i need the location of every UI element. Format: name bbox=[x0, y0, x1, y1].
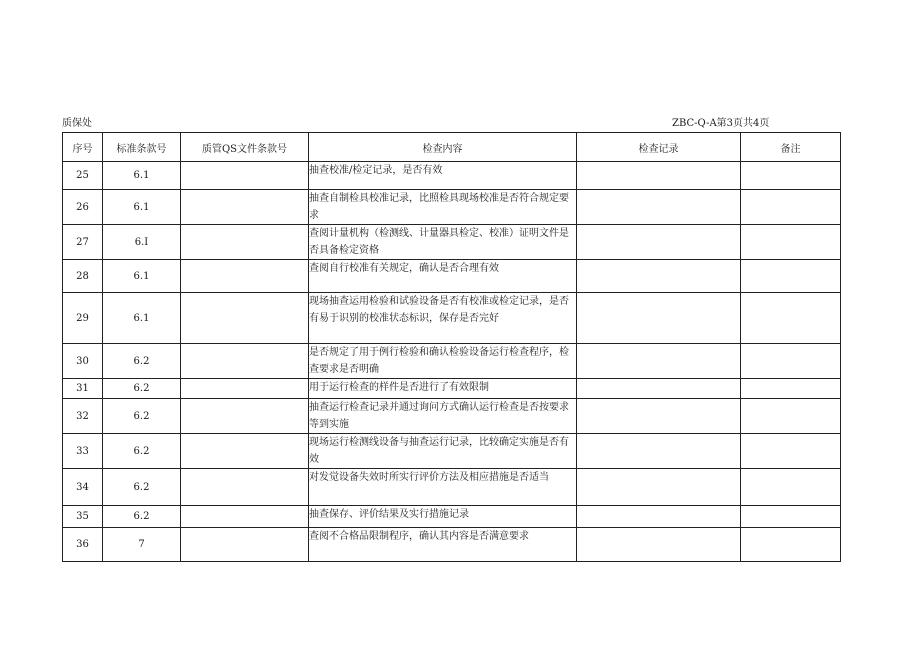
table-row bbox=[63, 434, 841, 469]
standard-clause-cell: 6.2 bbox=[103, 379, 181, 399]
note-cell bbox=[741, 469, 841, 506]
check-content-cell: 对发觉设备失效时所实行评价方法及相应措施是否适当 bbox=[309, 469, 577, 506]
check-record-cell bbox=[577, 399, 741, 434]
note-cell bbox=[741, 293, 841, 344]
check-record-cell bbox=[577, 293, 741, 344]
note-cell bbox=[741, 434, 841, 469]
table-row bbox=[63, 528, 841, 562]
qs-clause-cell bbox=[181, 344, 309, 379]
note-cell bbox=[741, 162, 841, 190]
table-row bbox=[63, 190, 841, 225]
qs-clause-cell bbox=[181, 434, 309, 469]
row-number-cell: 28 bbox=[63, 260, 103, 293]
qs-clause-cell bbox=[181, 469, 309, 506]
row-number-cell: 35 bbox=[63, 506, 103, 528]
note-cell bbox=[741, 260, 841, 293]
qs-clause-cell bbox=[181, 260, 309, 293]
standard-clause-cell: 6.1 bbox=[103, 162, 181, 190]
standard-clause-cell: 6.2 bbox=[103, 399, 181, 434]
check-record-cell bbox=[577, 162, 741, 190]
qs-clause-cell bbox=[181, 506, 309, 528]
col-header-note: 备注 bbox=[741, 133, 841, 162]
table-row bbox=[63, 162, 841, 190]
standard-clause-cell: 7 bbox=[103, 528, 181, 562]
department-label: 质保处 bbox=[62, 118, 92, 129]
qs-clause-cell bbox=[181, 528, 309, 562]
check-content-cell: 现场抽查运用检验和试验设备是否有校准或检定记录，是否有易于识别的校准状态标识，保存是否完好 bbox=[309, 293, 577, 344]
standard-clause-cell: 6.2 bbox=[103, 506, 181, 528]
qs-clause-cell bbox=[181, 293, 309, 344]
note-cell bbox=[741, 344, 841, 379]
row-number-cell: 33 bbox=[63, 434, 103, 469]
col-header-record: 检查记录 bbox=[577, 133, 741, 162]
col-header-content: 检查内容 bbox=[309, 133, 577, 162]
row-number-cell: 32 bbox=[63, 399, 103, 434]
row-number-cell: 36 bbox=[63, 528, 103, 562]
standard-clause-cell: 6.1 bbox=[103, 190, 181, 225]
check-content-cell: 抽查运行检查记录并通过询问方式确认运行检查是否按要求等到实施 bbox=[309, 399, 577, 434]
row-number-cell: 29 bbox=[63, 293, 103, 344]
check-content-cell: 是否规定了用于例行检验和确认检验设备运行检查程序，检查要求是否明确 bbox=[309, 344, 577, 379]
table-row bbox=[63, 469, 841, 506]
check-record-cell bbox=[577, 344, 741, 379]
qs-clause-cell bbox=[181, 162, 309, 190]
check-content-cell: 抽查校准/检定记录，是否有效 bbox=[309, 162, 577, 190]
inspection-table bbox=[62, 132, 841, 562]
table-header-row bbox=[63, 133, 841, 162]
note-cell bbox=[741, 225, 841, 260]
check-record-cell bbox=[577, 528, 741, 562]
check-content-cell: 现场运行检测线设备与抽查运行记录，比较确定实施是否有效 bbox=[309, 434, 577, 469]
qs-clause-cell bbox=[181, 225, 309, 260]
table-row bbox=[63, 399, 841, 434]
check-content-cell: 抽查自制检具校准记录，比照检具现场校准是否符合规定要求 bbox=[309, 190, 577, 225]
table-row bbox=[63, 379, 841, 399]
table-row bbox=[63, 260, 841, 293]
row-number-cell: 31 bbox=[63, 379, 103, 399]
row-number-cell: 27 bbox=[63, 225, 103, 260]
row-number-cell: 25 bbox=[63, 162, 103, 190]
standard-clause-cell: 6.2 bbox=[103, 344, 181, 379]
col-header-qs-clause: 质管QS文件条款号 bbox=[181, 133, 309, 162]
note-cell bbox=[741, 379, 841, 399]
col-header-clause: 标准条款号 bbox=[103, 133, 181, 162]
check-content-cell: 查阅自行校准有关规定，确认是否合理有效 bbox=[309, 260, 577, 293]
standard-clause-cell: 6.2 bbox=[103, 469, 181, 506]
check-record-cell bbox=[577, 506, 741, 528]
table-row bbox=[63, 293, 841, 344]
table-row bbox=[63, 344, 841, 379]
check-content-cell: 用于运行检查的样件是否进行了有效限制 bbox=[309, 379, 577, 399]
qs-clause-cell bbox=[181, 190, 309, 225]
note-cell bbox=[741, 506, 841, 528]
check-content-cell: 查阅计量机构（检测线、计量器具检定、校准）证明文件是否具备检定资格 bbox=[309, 225, 577, 260]
table-row bbox=[63, 225, 841, 260]
note-cell bbox=[741, 190, 841, 225]
check-record-cell bbox=[577, 190, 741, 225]
qs-clause-cell bbox=[181, 379, 309, 399]
table-row bbox=[63, 506, 841, 528]
check-record-cell bbox=[577, 379, 741, 399]
col-header-no: 序号 bbox=[63, 133, 103, 162]
note-cell bbox=[741, 399, 841, 434]
page-number-label: ZBC-Q-A第3页共4页 bbox=[672, 118, 770, 129]
standard-clause-cell: 6.1 bbox=[103, 293, 181, 344]
row-number-cell: 30 bbox=[63, 344, 103, 379]
qs-clause-cell bbox=[181, 399, 309, 434]
check-content-cell: 抽查保存、评价结果及实行措施记录 bbox=[309, 506, 577, 528]
note-cell bbox=[741, 528, 841, 562]
standard-clause-cell: 6.I bbox=[103, 225, 181, 260]
check-content-cell: 查阅不合格品限制程序，确认其内容是否满意要求 bbox=[309, 528, 577, 562]
standard-clause-cell: 6.1 bbox=[103, 260, 181, 293]
check-record-cell bbox=[577, 469, 741, 506]
standard-clause-cell: 6.2 bbox=[103, 434, 181, 469]
row-number-cell: 34 bbox=[63, 469, 103, 506]
check-record-cell bbox=[577, 225, 741, 260]
check-record-cell bbox=[577, 434, 741, 469]
check-record-cell bbox=[577, 260, 741, 293]
row-number-cell: 26 bbox=[63, 190, 103, 225]
